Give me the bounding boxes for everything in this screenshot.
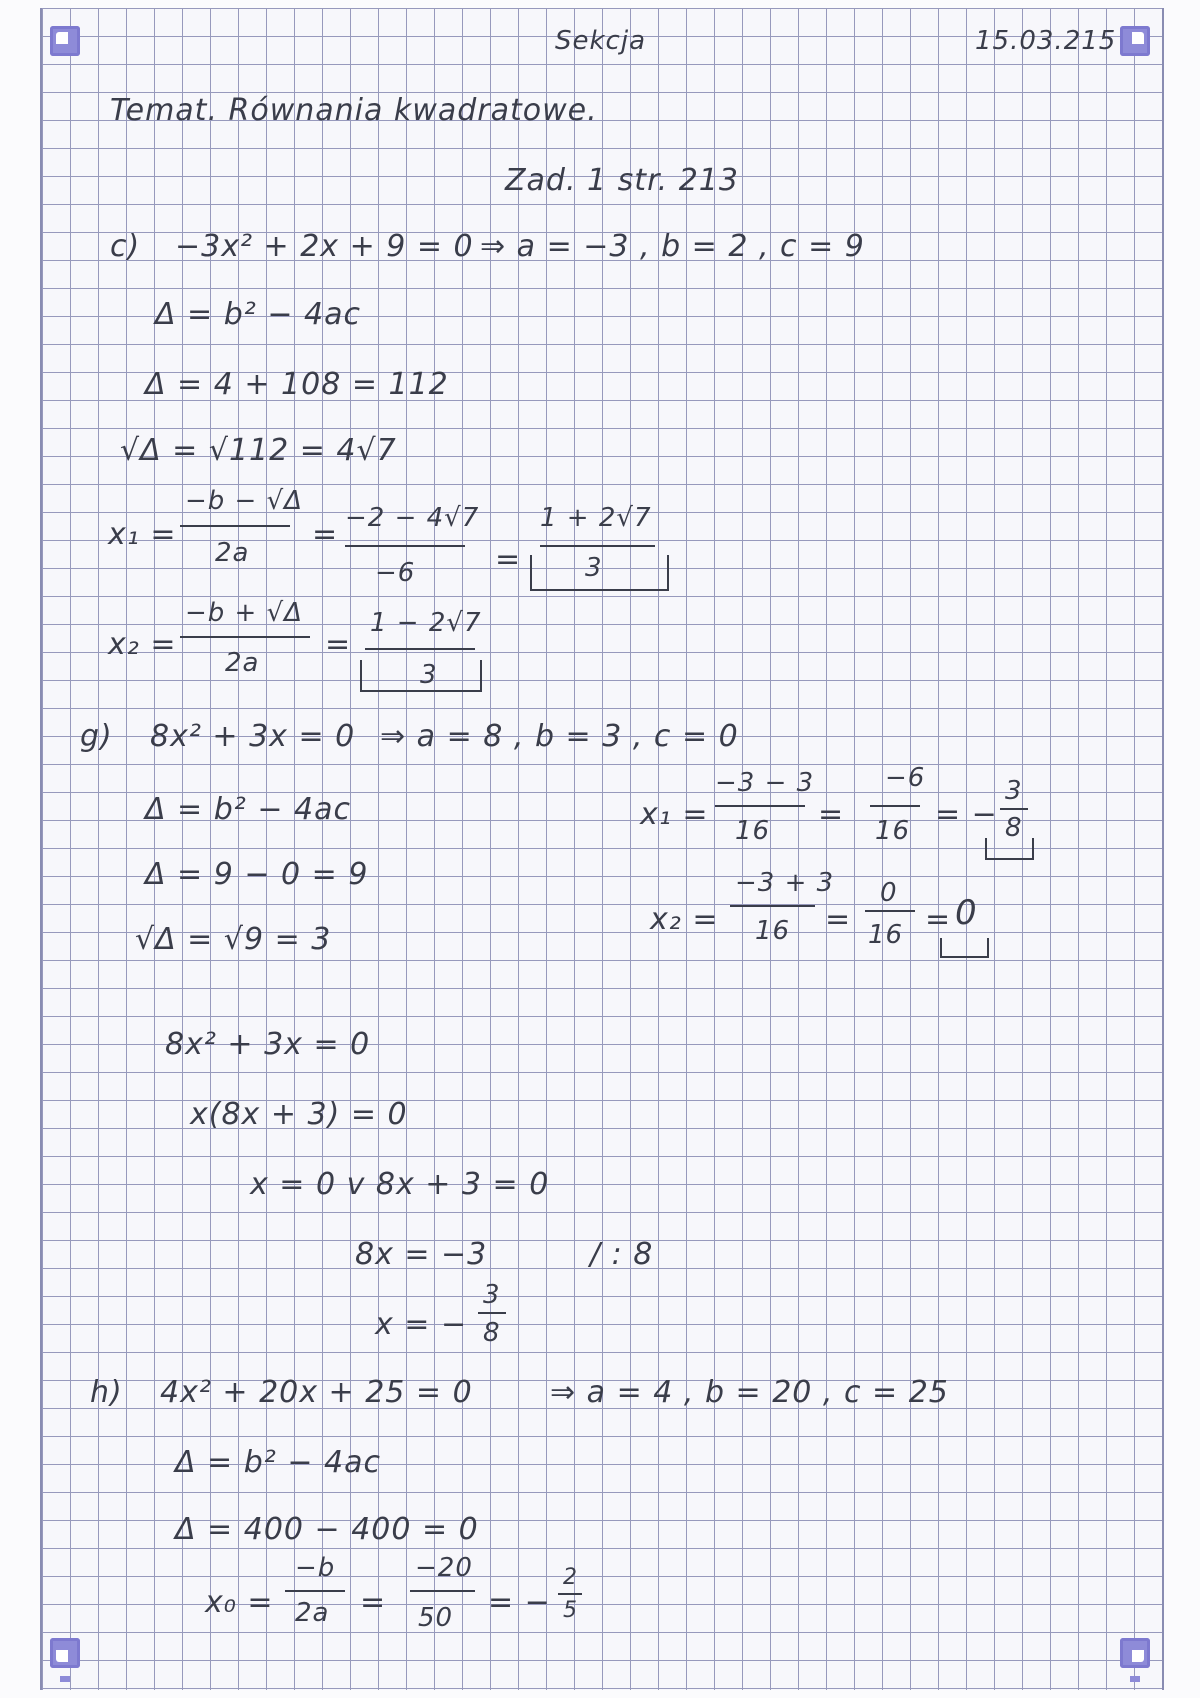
fraction-bar [180,525,290,527]
part-g-delta-formula: Δ = b² − 4ac [145,792,351,827]
part-g-delta-value: Δ = 9 − 0 = 9 [145,857,369,892]
equals-sign: = [925,902,952,937]
part-g-alt-line-5: x = − [375,1307,468,1342]
equals-sign: = [312,517,339,552]
part-g-x2-denominator: 16 [755,916,791,946]
scan-marker-icon [1130,1676,1140,1682]
fraction-bar [1000,808,1028,810]
part-g-alt-line-3: x = 0 v 8x + 3 = 0 [250,1167,550,1202]
date: 15.03.215 [975,26,1117,56]
part-c-coefficients: ⇒ a = −3 , b = 2 , c = 9 [480,229,865,264]
part-g-x1-numerator-2: −6 [885,763,926,793]
part-g-x2-result: 0 [955,893,978,933]
fraction-bar [478,1312,506,1314]
part-h-x0-numerator-2: −20 [415,1553,473,1583]
part-g-x2-numerator-2: 0 [880,878,898,908]
fraction-bar [365,648,475,650]
equals-sign: = [325,627,352,662]
corner-marker-icon [1120,1638,1150,1668]
answer-box [360,660,482,692]
part-c-x1-denominator: 2a [215,538,250,568]
part-c-x1-sub-numerator: −2 − 4√7 [345,503,480,533]
part-c-delta-formula: Δ = b² − 4ac [155,297,361,332]
topic-line: Temat. Równania kwadratowe. [110,93,598,128]
part-h-x0-result-numerator: 2 [563,1565,578,1590]
part-c-x2-result-denominator: 3 [420,660,438,690]
part-h-x0-denominator-2: 50 [418,1603,454,1633]
answer-box [530,555,669,591]
part-g-alt-line-4b: / : 8 [590,1237,654,1272]
fraction-bar [180,636,310,638]
part-g-alt-result-numerator: 3 [483,1280,501,1310]
equals-sign: = [360,1585,387,1620]
part-h-coefficients: ⇒ a = 4 , b = 20 , c = 25 [550,1375,949,1410]
part-c-label: c) [110,229,141,264]
fraction-bar [558,1593,582,1595]
part-g-x1-numerator: −3 − 3 [715,768,815,798]
part-c-x1-result-denominator: 3 [585,553,603,583]
part-h-delta-formula: Δ = b² − 4ac [175,1445,381,1480]
part-c-x2-result-numerator: 1 − 2√7 [370,608,482,638]
fraction-bar [540,545,655,547]
part-c-equation: −3x² + 2x + 9 = 0 [175,229,474,264]
equals-sign: = [495,542,522,577]
part-h-label: h) [90,1375,123,1410]
part-h-x0-label: x₀ = [205,1585,274,1620]
equals-sign: = − [935,797,998,832]
part-c-x2-numerator: −b + √Δ [185,598,303,628]
fraction-bar [345,545,465,547]
part-g-coefficients: ⇒ a = 8 , b = 3 , c = 0 [380,719,739,754]
part-g-alt-line-1: 8x² + 3x = 0 [165,1027,371,1062]
fraction-bar [865,910,915,912]
answer-box [985,838,1034,860]
corner-marker-icon [50,26,80,56]
part-g-alt-line-2: x(8x + 3) = 0 [190,1097,408,1132]
part-c-x1-sub-denominator: −6 [375,558,416,588]
equals-sign: = [818,797,845,832]
part-g-x2-label: x₂ = [650,902,719,937]
part-g-alt-line-4: 8x = −3 [355,1237,488,1272]
part-g-x1-label: x₁ = [640,797,709,832]
fraction-bar [870,805,920,807]
part-c-x2-label: x₂ = [108,627,177,662]
part-c-x1-label: x₁ = [108,517,177,552]
part-c-x1-result-numerator: 1 + 2√7 [540,503,652,533]
part-h-delta-value: Δ = 400 − 400 = 0 [175,1512,479,1547]
part-g-equation: 8x² + 3x = 0 [150,719,356,754]
part-g-x1-result-denominator: 8 [1005,813,1023,843]
assignment-line: Zad. 1 str. 213 [505,163,739,198]
part-g-sqrt-delta: √Δ = √9 = 3 [135,922,332,957]
part-g-x1-denominator: 16 [735,816,771,846]
fraction-bar [285,1590,345,1592]
part-h-x0-denominator: 2a [295,1598,330,1628]
part-g-x2-numerator: −3 + 3 [735,868,835,898]
part-g-label: g) [80,719,113,754]
fraction-bar [715,805,805,807]
part-h-x0-numerator: −b [295,1553,336,1583]
part-c-delta-value: Δ = 4 + 108 = 112 [145,367,449,402]
corner-marker-icon [50,1638,80,1668]
equals-sign: = − [488,1585,551,1620]
answer-box [940,938,989,958]
part-g-x1-denominator-2: 16 [875,816,911,846]
part-c-x1-numerator: −b − √Δ [185,486,303,516]
fraction-bar [410,1590,475,1592]
scan-marker-icon [60,1676,70,1682]
part-g-x1-result-numerator: 3 [1005,776,1023,806]
subject-heading: Sekcja [555,26,647,56]
equals-sign: = [825,902,852,937]
corner-marker-icon [1120,26,1150,56]
part-h-equation: 4x² + 20x + 25 = 0 [160,1375,473,1410]
part-h-x0-result-denominator: 5 [563,1598,578,1623]
part-c-x2-denominator: 2a [225,648,260,678]
part-c-sqrt-delta: √Δ = √112 = 4√7 [120,433,397,468]
part-g-x2-denominator-2: 16 [868,920,904,950]
fraction-bar [730,905,815,907]
part-g-alt-result-denominator: 8 [483,1318,501,1348]
